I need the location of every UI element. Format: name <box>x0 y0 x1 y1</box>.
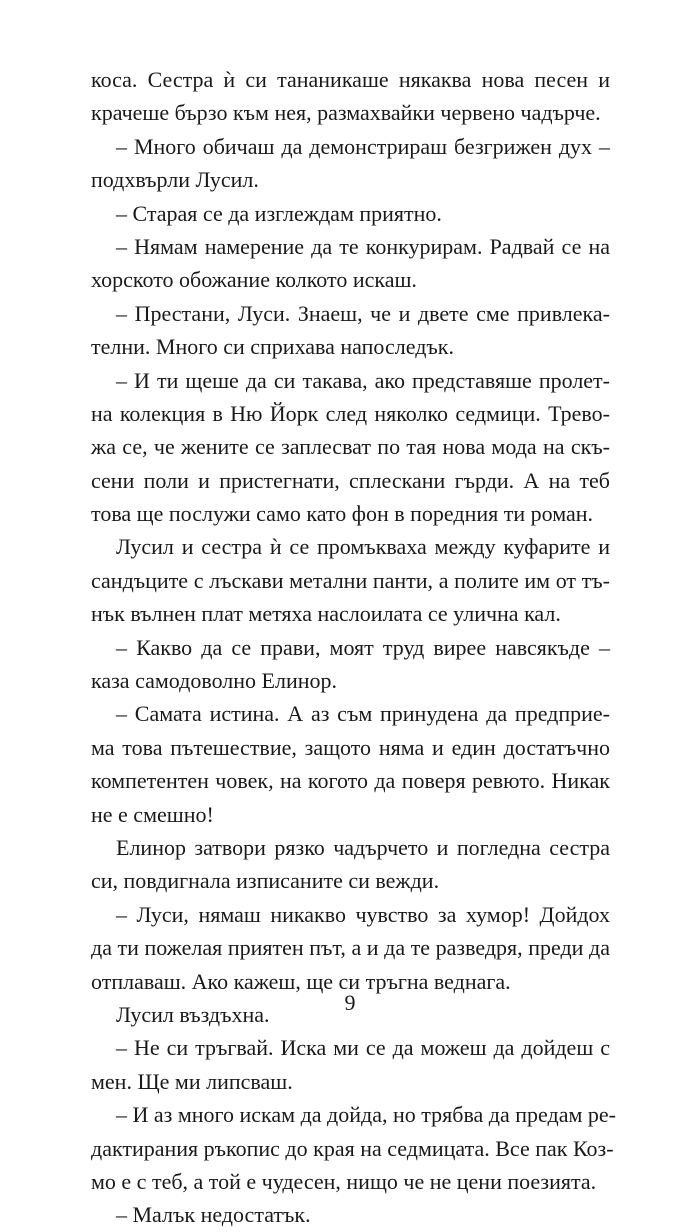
text-line: крачеше бързо към нея, размахвайки червено чадърче. <box>91 100 601 126</box>
text-line: нък вълнен плат метяха наслоилата се улична кал. <box>91 601 561 627</box>
text-line: на колекция в Ню Йорк след няколко седмици. Трево- <box>91 400 610 426</box>
text-line: – Самата истина. А аз съм принудена да предприе- <box>116 701 610 727</box>
text-line: отплаваш. Ако кажеш, ще си тръгна веднага. <box>91 968 511 994</box>
text-line: мен. Ще ми липсваш. <box>91 1068 293 1094</box>
text-line: – Какво да се прави, моят труд виреe навсякъде – <box>116 634 610 660</box>
text-line: – Не си тръгвай. Иска ми се да можеш да дойдеш с <box>116 1035 610 1061</box>
text-line: това ще послужи само като фон в поредния ти роман. <box>91 501 594 527</box>
text-line: – Луси, нямаш никакво чувство за хумор! Дойдох <box>116 901 610 927</box>
text-line: – Престани, Луси. Знаеш, че и двете сме привлека- <box>116 300 610 326</box>
text-line: сени поли и пристегнати, сплескани гърди. А на теб <box>91 467 610 493</box>
text-line: мо е с теб, а той е чудесен, нищо че не цени поезията. <box>91 1168 597 1194</box>
text-line: коса. Сестра ѝ си тананикаше някаква нова песен и <box>91 67 610 92</box>
text-line: жа се, че жените се заплесват по тая нова мода на скъ- <box>91 434 610 460</box>
text-line: сандъците с лъскави метални панти, а полите им от тъ- <box>91 567 610 593</box>
text-line: Лусил въздъхна. <box>116 1001 270 1027</box>
text-line: – Нямам намерение да те конкурирам. Радвай се на <box>116 233 610 259</box>
text-line: каза самодоволно Елинор. <box>91 668 338 694</box>
text-line: подхвърли Лусил. <box>91 167 259 193</box>
text-line: не е смешно! <box>91 801 214 827</box>
page-body-text <box>91 63 616 1232</box>
text-line: си, повдигнала изписаните си вежди. <box>91 868 440 894</box>
text-line: Елинор затвори рязко чадърчето и погледна сестра <box>116 834 610 860</box>
text-line: – Малък недостатък. <box>116 1202 311 1228</box>
text-line: компетентен човек, на когото да поверя ревюто. Никак <box>91 768 610 794</box>
text-line: – И ти щеше да си такава, ако представяше пролет- <box>116 367 610 393</box>
text-line: телни. Много си сприхава напоследък. <box>91 334 454 360</box>
text-line: Лусил и сестра ѝ се промъкваха между куфарите и <box>116 534 610 560</box>
text-line: да ти пожелая приятен път, а и да те разведря, преди да <box>91 935 610 961</box>
text-line: дактирания ръкопис до края на седмицата. Все пак Коз- <box>91 1135 614 1161</box>
text-line: хорското обожание колкото искаш. <box>91 267 417 293</box>
text-line: – Старая се да изглеждам приятно. <box>116 200 442 226</box>
page-number: 9 <box>344 990 356 1015</box>
text-line: – И аз много искам да дойда, но трябва да предам ре- <box>116 1102 616 1128</box>
text-line: – Много обичаш да демонстрираш безгрижен дух – <box>116 133 610 159</box>
text-line: ма това пътешествие, защото няма и един достатъчно <box>91 734 610 760</box>
